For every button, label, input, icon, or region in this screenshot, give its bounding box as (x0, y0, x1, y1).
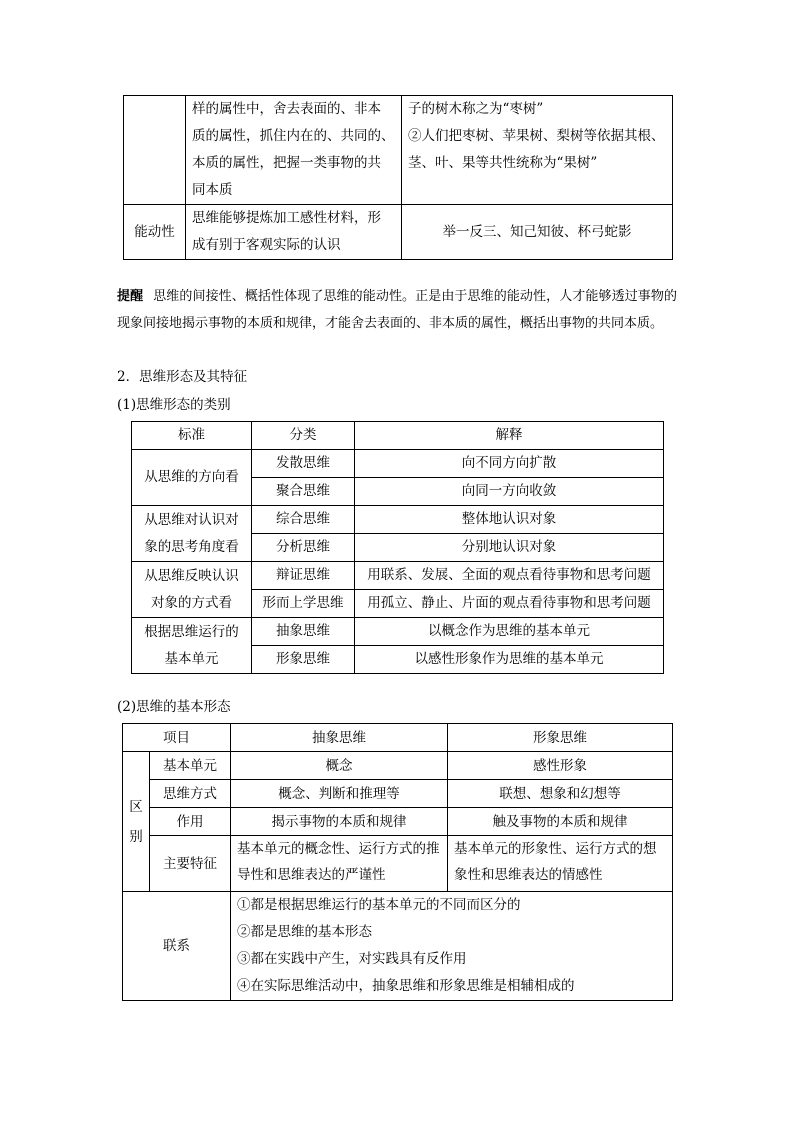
explanation-cell: 向不同方向扩散 (355, 450, 664, 478)
difference-label: 区 别 (123, 752, 150, 892)
column-header: 抽象思维 (231, 724, 448, 752)
image-cell: 感性形象 (448, 752, 673, 780)
tip-label: 提醒 (117, 289, 144, 304)
basic-forms-table (122, 723, 673, 1001)
category-cell: 聚合思维 (252, 478, 355, 506)
list-item: ①都是根据思维运行的基本单元的不同而区分的 (237, 897, 521, 913)
column-header: 形象思维 (448, 724, 673, 752)
standard-cell: 从思维反映认识 对象的方式看 (132, 562, 252, 618)
table-row (132, 506, 664, 534)
section-heading: 2．思维形态及其特征 (117, 369, 248, 385)
image-cell: 触及事物的本质和规律 (448, 808, 673, 836)
standard-cell: 从思维对认识对 象的思考角度看 (132, 506, 252, 562)
table-row (132, 562, 664, 590)
table-cell: 子的树木称之为“枣树” ②人们把枣树、苹果树、梨树等依据其根、 茎、叶、果等共性统称为“果树” (402, 96, 673, 205)
feature-table-continued (123, 95, 673, 260)
category-cell: 发散思维 (252, 450, 355, 478)
relation-list (231, 892, 673, 1001)
category-cell: 形象思维 (252, 646, 355, 674)
column-header: 标准 (132, 422, 252, 450)
table-row (123, 752, 673, 780)
table-row (123, 892, 673, 1001)
table-row (132, 450, 664, 478)
row-label: 主要特征 (150, 836, 231, 892)
column-header: 分类 (252, 422, 355, 450)
standard-cell: 从思维的方向看 (132, 450, 252, 506)
thinking-types-table (131, 421, 664, 674)
table-row (123, 836, 673, 892)
table-cell: 样的属性中，舍去表面的、非本 质的属性，抓住内在的、共同的、 本质的属性，把握一类事物的共 同本质 (186, 96, 402, 205)
column-header: 解释 (355, 422, 664, 450)
category-cell: 综合思维 (252, 506, 355, 534)
explanation-cell: 以概念作为思维的基本单元 (355, 618, 664, 646)
category-cell: 分析思维 (252, 534, 355, 562)
table-cell (124, 96, 186, 205)
table-row (132, 618, 664, 646)
row-label: 基本单元 (150, 752, 231, 780)
row-label: 思维方式 (150, 780, 231, 808)
table-header-row (123, 724, 673, 752)
table-row (124, 205, 673, 260)
explanation-cell: 用孤立、静止、片面的观点看待事物和思考问题 (355, 590, 664, 618)
table-row (123, 808, 673, 836)
category-cell: 辩证思维 (252, 562, 355, 590)
list-item: ④在实际思维活动中，抽象思维和形象思维是相辅相成的 (237, 978, 575, 994)
table-row (123, 780, 673, 808)
list-item: ②都是思维的基本形态 (237, 924, 372, 940)
table-cell: 举一反三、知己知彼、杯弓蛇影 (402, 205, 673, 260)
image-cell: 联想、想象和幻想等 (448, 780, 673, 808)
explanation-cell: 分别地认识对象 (355, 534, 664, 562)
explanation-cell: 向同一方向收敛 (355, 478, 664, 506)
column-header: 项目 (123, 724, 231, 752)
standard-cell: 根据思维运行的 基本单元 (132, 618, 252, 674)
explanation-cell: 整体地认识对象 (355, 506, 664, 534)
abstract-cell: 基本单元的概念性、运行方式的推 导性和思维表达的严谨性 (231, 836, 448, 892)
tip-paragraph (117, 283, 677, 337)
abstract-cell: 揭示事物的本质和规律 (231, 808, 448, 836)
abstract-cell: 概念 (231, 752, 448, 780)
row-label: 作用 (150, 808, 231, 836)
sub-heading: (1)思维形态的类别 (117, 397, 231, 413)
row-label: 能动性 (124, 205, 186, 260)
table-row (124, 96, 673, 205)
relation-label: 联系 (123, 892, 231, 1001)
image-cell: 基本单元的形象性、运行方式的想 象性和思维表达的情感性 (448, 836, 673, 892)
list-item: ③都在实践中产生，对实践具有反作用 (237, 951, 467, 967)
tip-text: 思维的间接性、概括性体现了思维的能动性。正是由于思维的能动性，人才能够透过事物的现象间接地揭示事物的本质和规律，才能舍去表面的、非本质的属性，概括出事物的共同本质。 (117, 289, 677, 331)
abstract-cell: 概念、判断和推理等 (231, 780, 448, 808)
category-cell: 抽象思维 (252, 618, 355, 646)
table-header-row (132, 422, 664, 450)
explanation-cell: 以感性形象作为思维的基本单元 (355, 646, 664, 674)
sub-heading: (2)思维的基本形态 (117, 699, 231, 715)
table-cell: 思维能够提炼加工感性材料，形 成有别于客观实际的认识 (186, 205, 402, 260)
explanation-cell: 用联系、发展、全面的观点看待事物和思考问题 (355, 562, 664, 590)
category-cell: 形而上学思维 (252, 590, 355, 618)
